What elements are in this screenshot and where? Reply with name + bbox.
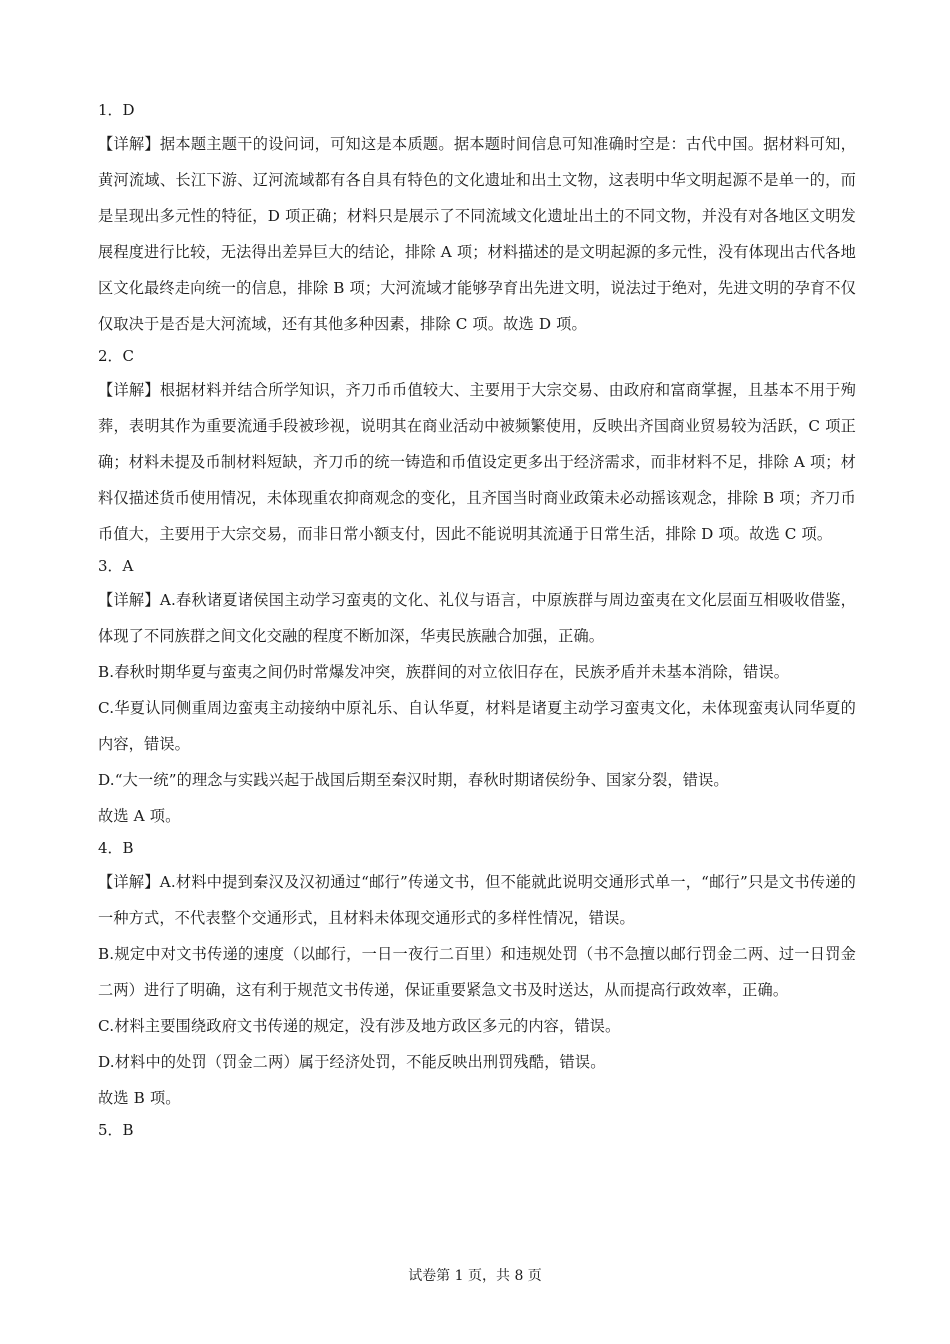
answer-item [98, 96, 856, 342]
answer-content [98, 96, 856, 1146]
explanation-paragraph: B.规定中对文书传递的速度（以邮行，一日一夜行二百里）和违规处罚（书不急擅以邮行罚金二两、过一日罚金二两）进行了明确，这有利于规范文书传递，保证重要紧急文书及时送达，从而提高行政效率，正确。 [98, 945, 856, 999]
answer-number: 1．D [98, 101, 135, 119]
explanation-paragraph: 故选 B 项。 [98, 1089, 181, 1107]
answer-number: 5．B [98, 1121, 134, 1139]
explanation-paragraph: D.“大一统”的理念与实践兴起于战国后期至秦汉时期，春秋时期诸侯纷争、国家分裂，错误。 [98, 771, 729, 789]
explanation-paragraph: C.华夏认同侧重周边蛮夷主动接纳中原礼乐、自认华夏，材料是诸夏主动学习蛮夷文化，未体现蛮夷认同华夏的内容，错误。 [98, 699, 856, 753]
answer-item [98, 1116, 856, 1146]
explanation-paragraph: 故选 A 项。 [98, 807, 181, 825]
explanation-paragraph: 【详解】A.春秋诸夏诸侯国主动学习蛮夷的文化、礼仪与语言，中原族群与周边蛮夷在文化层面互相吸收借鉴，体现了不同族群之间文化交融的程度不断加深，华夷民族融合加强，正确。 [98, 591, 856, 645]
explanation-paragraph: 【详解】据本题主题干的设问词，可知这是本质题。据本题时间信息可知准确时空是：古代中国。据材料可知，黄河流域、长江下游、辽河流域都有各自具有特色的文化遗址和出土文物，这表明中华文明起源不是单一的，而是呈现出多元性的特征，D 项正确；材料只是展示了不同流域文化遗址出土的不同文物，并没有对各地区文明发展程度进行比较，无法得出差异巨大的结论，排除 A 项；材料描述的是文明起源的多元性，没有体现出古代各地区文化最终走向统一的信息，排除 B 项；大河流域才能够孕育出先进文明，说法过于绝对，先进文明的孕育不仅仅取决于是否是大河流域，还有其他多种因素，排除 C 项。故选 D 项。 [98, 135, 856, 333]
page-footer: 试卷第 1 页，共 8 页 [408, 1268, 542, 1284]
explanation-paragraph: 【详解】根据材料并结合所学知识，齐刀币币值较大、主要用于大宗交易、由政府和富商掌握，且基本不用于殉葬，表明其作为重要流通手段被珍视，说明其在商业活动中被频繁使用，反映出齐国商业贸易较为活跃，C 项正确；材料未提及币制材料短缺，齐刀币的统一铸造和币值设定更多出于经济需求，而非材料不足，排除 A 项；材料仅描述货币使用情况，未体现重农抑商观念的变化，且齐国当时商业政策未必动摇该观念，排除 B 项；齐刀币币值大，主要用于大宗交易，而非日常小额支付，因此不能说明其流通于日常生活，排除 D 项。故选 C 项。 [98, 381, 856, 543]
explanation-paragraph: 【详解】A.材料中提到秦汉及汉初通过“邮行”传递文书，但不能就此说明交通形式单一，“邮行”只是文书传递的一种方式，不代表整个交通形式，且材料未体现交通形式的多样性情况，错误。 [98, 873, 856, 927]
explanation-paragraph: B.春秋时期华夏与蛮夷之间仍时常爆发冲突，族群间的对立依旧存在，民族矛盾并未基本消除，错误。 [98, 663, 790, 681]
answer-number: 4．B [98, 839, 134, 857]
answer-item [98, 552, 856, 834]
answer-number: 3．A [98, 557, 134, 575]
answer-item [98, 834, 856, 1116]
explanation-paragraph: D.材料中的处罚（罚金二两）属于经济处罚，不能反映出刑罚残酷，错误。 [98, 1053, 606, 1071]
answer-number: 2．C [98, 347, 135, 365]
explanation-paragraph: C.材料主要围绕政府文书传递的规定，没有涉及地方政区多元的内容，错误。 [98, 1017, 621, 1035]
answer-item [98, 342, 856, 552]
